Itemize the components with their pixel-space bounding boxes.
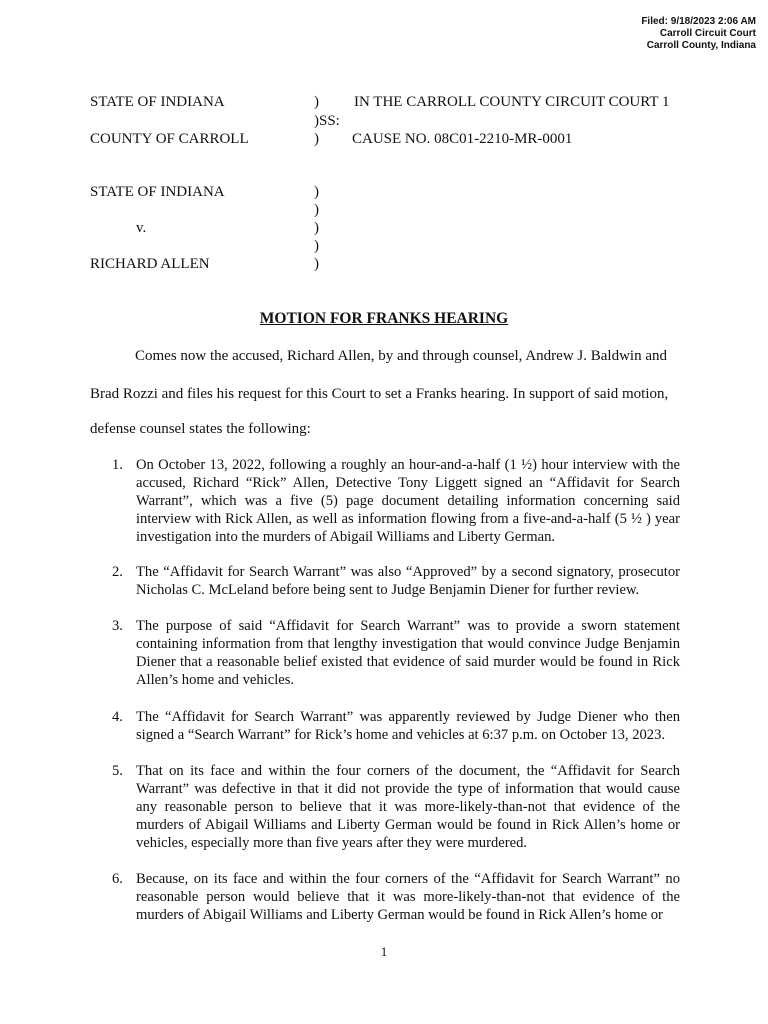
filed-stamp	[641, 16, 756, 52]
list-item-text: On October 13, 2022, following a roughly an hour-and-a-half (1 ½) hour interview with the accused, Richard “Rick” Allen, Detective Tony Liggett signed an “Affidavit for Search Warrant”, which was a five (5) page document detailing information concerning said interview with Rick Allen, as well as information flowing from a five-and-a-half (5 ½ ) year investigation into the murders of Abigail Williams and Liberty German.	[136, 457, 680, 545]
list-item-text: The purpose of said “Affidavit for Search Warrant” was to provide a sworn statement containing information from that lengthy investigation that would convince Judge Benjamin Diener that a reasonable belief existed that evidence of said murder would be found in Rick Allen’s home and vehicles.	[136, 618, 680, 688]
filed-county: Carroll County, Indiana	[646, 40, 756, 51]
list-item-text: The “Affidavit for Search Warrant” was apparently reviewed by Judge Diener who then signed a “Search Warrant” for Rick’s home and vehicles at 6:37 p.m. on October 13, 2023.	[136, 709, 680, 743]
caption-county: COUNTY OF CARROLL	[90, 131, 249, 147]
list-item-number: 6.	[112, 871, 123, 887]
caption-paren: )	[314, 131, 319, 147]
caption-ss: )SS:	[314, 113, 340, 129]
caption-court: IN THE CARROLL COUNTY CIRCUIT COURT 1	[354, 94, 670, 110]
filed-date: Filed: 9/18/2023 2:06 AM	[641, 16, 756, 27]
caption-paren: )	[314, 220, 319, 236]
motion-title: MOTION FOR FRANKS HEARING	[259, 310, 509, 327]
list-item-number: 3.	[112, 618, 123, 634]
caption-state: STATE OF INDIANA	[90, 94, 225, 110]
list-item-number: 2.	[112, 564, 123, 580]
caption-paren: )	[314, 202, 319, 218]
caption-paren: )	[314, 256, 319, 272]
intro-line: Comes now the accused, Richard Allen, by and through counsel, Andrew J. Baldwin and	[135, 348, 667, 364]
list-item-text: The “Affidavit for Search Warrant” was also “Approved” by a second signatory, prosecutor Nicholas C. McLeland before being sent to Judge Benjamin Diener for further review.	[136, 564, 680, 598]
intro-line: Brad Rozzi and files his request for this Court to set a Franks hearing. In support of said motion,	[90, 386, 669, 402]
caption-versus: v.	[136, 220, 147, 236]
list-item-text: That on its face and within the four corners of the document, the “Affidavit for Search Warrant” was defective in that it did not provide the type of information that would cause any reasonable person to believe that it was more-likely-than-not that evidence of the murders of Abigail Williams and Liberty German would be found in Rick Allen’s home or vehicles, especially more than five years after they were murdered.	[136, 763, 680, 851]
caption-paren: )	[314, 238, 319, 254]
caption-cause-number: CAUSE NO. 08C01-2210-MR-0001	[352, 131, 573, 147]
caption-plaintiff: STATE OF INDIANA	[90, 184, 225, 200]
list-item-number: 4.	[112, 709, 123, 725]
list-item-number: 1.	[112, 457, 123, 473]
list-item-text: Because, on its face and within the four corners of the “Affidavit for Search Warrant” no reasonable person would believe that it was more-likely-than-not that evidence of the murders of Abigail Williams and Liberty German would be found in Rick Allen’s home or	[136, 871, 680, 923]
caption-paren: )	[314, 184, 319, 200]
filed-court: Carroll Circuit Court	[659, 28, 756, 39]
caption-defendant: RICHARD ALLEN	[90, 256, 210, 272]
intro-line: defense counsel states the following:	[90, 421, 311, 437]
caption-paren: )	[314, 94, 319, 110]
list-item-number: 5.	[112, 763, 123, 779]
page-number: 1	[380, 944, 388, 959]
